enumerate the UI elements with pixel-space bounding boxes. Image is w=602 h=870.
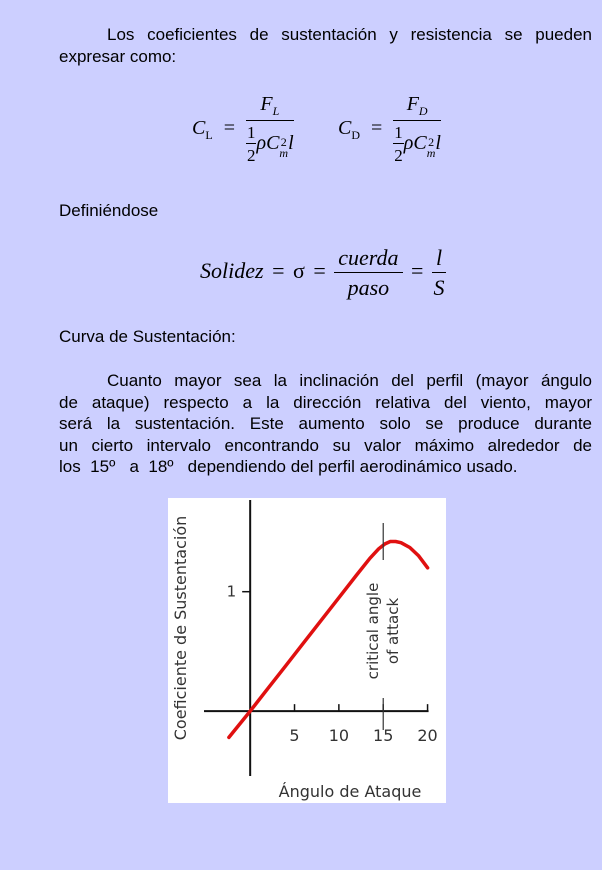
lift-curve-svg — [168, 498, 446, 803]
x-tick-label: 10 — [328, 726, 350, 746]
annotation-text: of attack — [384, 597, 403, 665]
paragraph-line: los 15º a 18º dependiendo del perfil aerodinámico usado. — [59, 457, 518, 476]
section-heading: Curva de Sustentación: — [59, 327, 236, 346]
annotation-text: critical angle — [364, 582, 383, 680]
intro-paragraph — [59, 24, 592, 67]
x-tick-label: 15 — [373, 726, 394, 746]
intro-line: Los coeficientes de sustentación y resistencia se pueden — [107, 25, 592, 44]
paragraph-line: Cuanto mayor sea la inclinación del perfil (mayor ángulo — [107, 371, 592, 390]
definiendose-label: Definiéndose — [59, 201, 159, 220]
x-tick-label: 20 — [417, 726, 438, 746]
lift-curve-paragraph — [59, 370, 592, 478]
drag-coefficient-formula: $C_D$ = $F_D$ $\frac{1}{2}$ ρC 2 m l — [338, 93, 441, 165]
paragraph-line: de ataque) respecto a la dirección relativa del viento, mayor — [59, 392, 592, 412]
y-tick-label: 1 — [226, 582, 237, 601]
x-axis-label: Ángulo de Ataque — [278, 782, 422, 801]
lift-coefficient-formula: $C_L$ = $F_L$ $\frac{1}{2}$ ρC 2 m l — [192, 93, 294, 165]
paragraph-line: un cierto intervalo encontrando su valor máximo alrededor de — [59, 435, 592, 455]
lift-curve-chart — [168, 498, 446, 803]
intro-line: expresar como: — [59, 46, 177, 66]
x-tick-label: 5 — [289, 726, 300, 746]
y-axis-label: Coeficiente de Sustentación — [171, 515, 190, 741]
solidity-formula: Solidez = σ = $\frac{\text{cuerda}}{\text{paso}}$ = $\frac{l}{S}$ — [200, 245, 445, 300]
paragraph-line: será la sustentación. Este aumento solo se produce durante — [59, 414, 592, 433]
chart-annotation — [364, 523, 402, 730]
